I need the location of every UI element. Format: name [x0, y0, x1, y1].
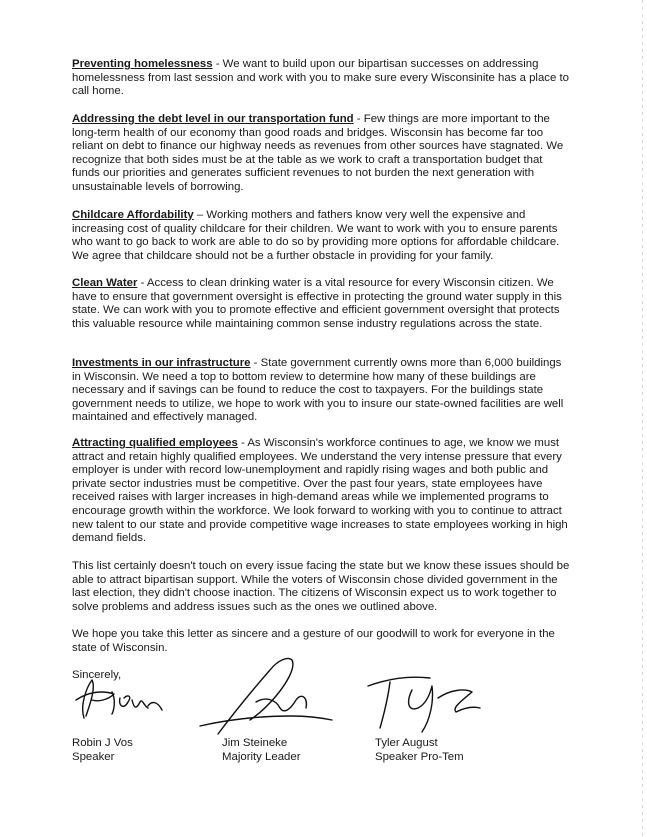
signatory-tyler-august	[375, 736, 464, 764]
signatory-title: Speaker Pro-Tem	[375, 751, 464, 763]
section-text: - We want to build upon our bipartisan successes on addressing homelessness from last session and work with you to make sure every Wisconsinite has a place to call home.	[72, 58, 569, 98]
signature-jim-steineke	[196, 650, 336, 740]
section-text: - As Wisconsin's workforce continues to age, we know we must attract and retain highly qualified employees. We understand the very intense pressure that every employer is under with record low-unemployment and rapidly rising wages and both public and private sector industries must be competitive. Over the past four years, state employees have received raises with larger increases in high-demand areas while we implemented programs to encourage growth within the workforce. We look forward to working with you to continue to attract new talent to our state and provide competitive wage increases to state employees working in high demand fields.	[72, 437, 568, 545]
section-text: – Working mothers and fathers know very well the expensive and increasing cost of quality childcare for their children. We want to work with you to ensure parents who want to go back to work are able to do so by providing more options for affordable childcare. We agree that childcare should not be a further obstacle in providing for your family.	[72, 209, 560, 262]
section-text: - State government currently owns more than 6,000 buildings in Wisconsin. We need a top to bottom review to determine how many of these buildings are necessary and if savings can be found to reduce the cost to taxpayers. For the buildings state government needs to utilize, we hope to work with you to insure our state-owned facilities are well maintained and effectively managed.	[72, 357, 564, 424]
signatory-name: Jim Steineke	[222, 737, 288, 749]
signatory-jim-steineke	[222, 736, 301, 764]
scan-edge	[642, 0, 643, 837]
section-heading: Attracting qualified employees	[72, 437, 238, 449]
section-childcare-affordability	[72, 209, 572, 263]
section-text: - Access to clean drinking water is a vital resource for every Wisconsin citizen. We have to ensure that government oversight is effective in protecting the ground water supply in this state. We can work with you to promote effective and efficient government oversight that protects this valuable resource while maintaining common sense industry regulations across the state.	[72, 277, 562, 330]
section-preventing-homelessness	[72, 58, 572, 99]
signatory-name: Tyler August	[375, 737, 438, 749]
signatory-title: Majority Leader	[222, 751, 301, 763]
section-qualified-employees	[72, 437, 572, 546]
section-heading: Clean Water	[72, 277, 138, 289]
closing-paragraph: This list certainly doesn't touch on every issue facing the state but we know these issues should be able to attract bipartisan support. While the voters of Wisconsin chose divided government in the last election, they didn't choose inaction. The citizens of Wisconsin expect us to work together to solve problems and address issues such as the ones we outlined above.	[72, 560, 570, 613]
section-text: - Few things are more important to the long-term health of our economy than good roads and bridges. Wisconsin has become far too reliant on debt to finance our highway needs as revenues from other sources have stagnated. We recognize that both sides must be at the table as we work to craft a transportation budget that funds our priorities and generates sufficient revenues to not burden the next generation with unsustainable levels of borrowing.	[72, 113, 564, 193]
section-clean-water	[72, 277, 572, 331]
signatory-name: Robin J Vos	[72, 737, 133, 749]
section-heading: Preventing homelessness	[72, 58, 213, 70]
section-transportation-fund	[72, 113, 572, 195]
section-heading: Addressing the debt level in our transportation fund	[72, 113, 354, 125]
signature-tyler-august	[360, 668, 490, 738]
section-heading: Childcare Affordability	[72, 209, 194, 221]
section-infrastructure	[72, 357, 572, 425]
closing-paragraph: We hope you take this letter as sincere and a gesture of our goodwill to work for everyone in the state of Wisconsin.	[72, 628, 555, 654]
signature-robin-vos	[62, 670, 172, 730]
signatory-title: Speaker	[72, 751, 115, 763]
signatory-robin-vos	[72, 736, 133, 764]
signoff: Sincerely,	[72, 669, 122, 681]
section-heading: Investments in our infrastructure	[72, 357, 251, 369]
